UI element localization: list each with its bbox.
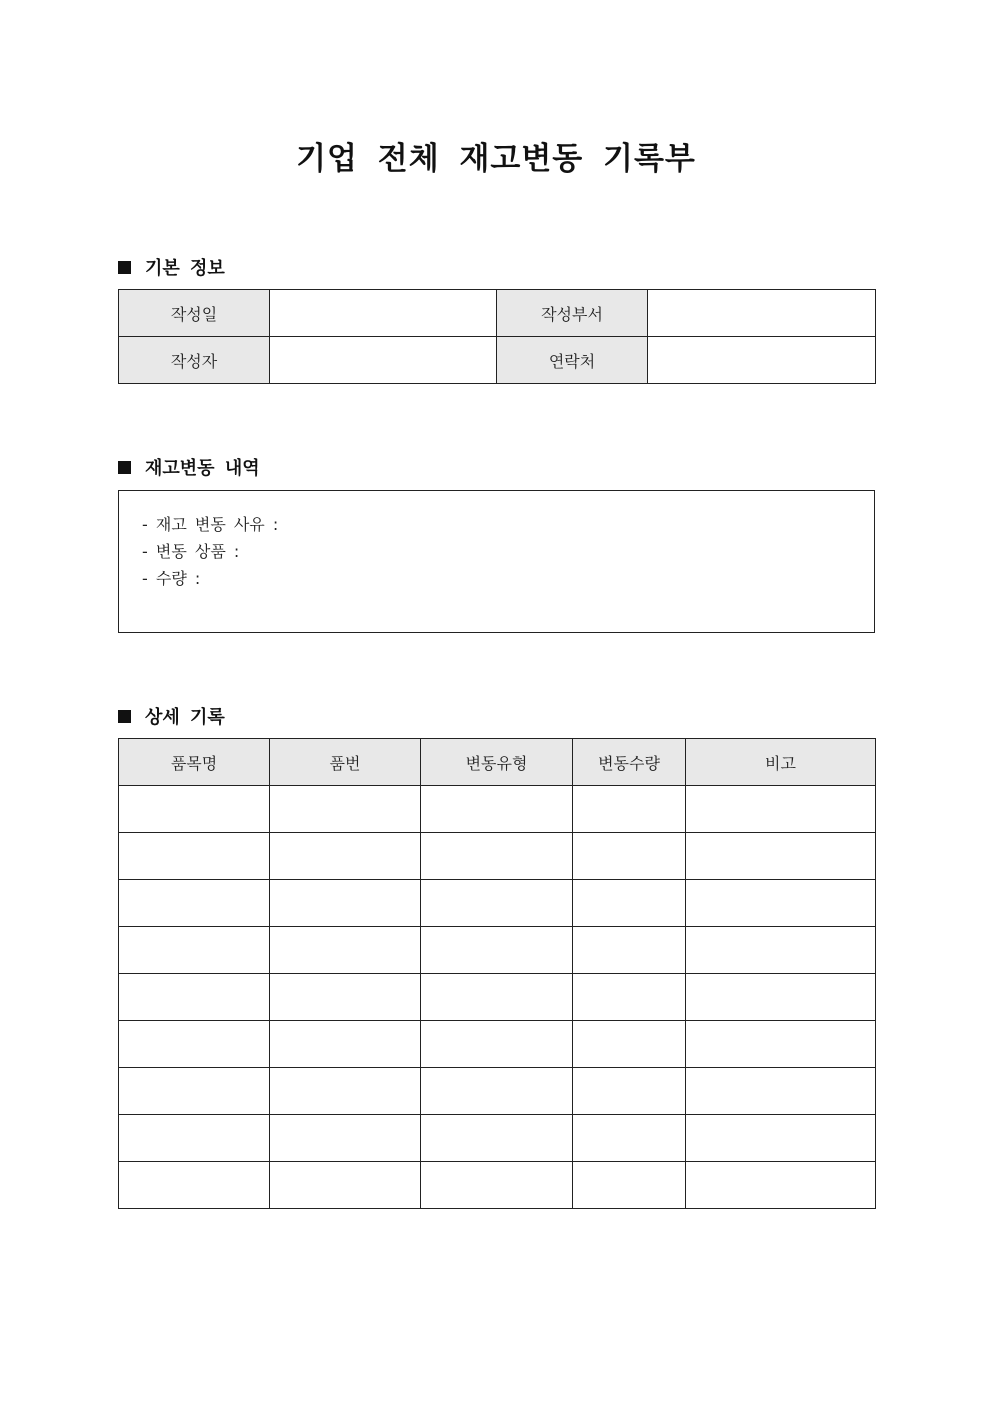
table-row (119, 1115, 876, 1162)
created-date-field[interactable] (270, 290, 497, 337)
remarks-cell[interactable] (686, 974, 876, 1021)
item-number-cell[interactable] (270, 786, 421, 833)
square-bullet-icon (118, 461, 131, 474)
item-name-cell[interactable] (119, 1162, 270, 1209)
column-header-item-number: 품번 (270, 739, 421, 786)
change-details-heading (118, 454, 260, 480)
remarks-cell[interactable] (686, 786, 876, 833)
basic-info-heading-text: 기본 정보 (145, 258, 225, 279)
square-bullet-icon (118, 261, 131, 274)
table-row (119, 1068, 876, 1115)
contact-label: 연락처 (497, 337, 648, 384)
item-name-cell[interactable] (119, 1021, 270, 1068)
change-type-cell[interactable] (421, 1162, 573, 1209)
remarks-cell[interactable] (686, 833, 876, 880)
change-type-cell[interactable] (421, 880, 573, 927)
table-row (119, 786, 876, 833)
table-row (119, 1162, 876, 1209)
item-name-cell[interactable] (119, 880, 270, 927)
document-title: 기업 전체 재고변동 기록부 (296, 141, 696, 177)
item-name-cell[interactable] (119, 833, 270, 880)
change-type-cell[interactable] (421, 786, 573, 833)
item-number-cell[interactable] (270, 833, 421, 880)
change-reason-line: - 재고 변동 사유 : (142, 515, 279, 534)
item-name-cell[interactable] (119, 786, 270, 833)
author-label: 작성자 (119, 337, 270, 384)
change-details-box[interactable] (118, 490, 875, 633)
change-quantity-cell[interactable] (573, 880, 686, 927)
table-row (119, 1021, 876, 1068)
item-name-cell[interactable] (119, 1115, 270, 1162)
quantity-line: - 수량 : (142, 569, 201, 588)
square-bullet-icon (118, 710, 131, 723)
change-type-cell[interactable] (421, 974, 573, 1021)
change-quantity-cell[interactable] (573, 974, 686, 1021)
change-quantity-cell[interactable] (573, 1021, 686, 1068)
item-name-cell[interactable] (119, 927, 270, 974)
change-quantity-cell[interactable] (573, 1162, 686, 1209)
remarks-cell[interactable] (686, 1115, 876, 1162)
table-row (119, 880, 876, 927)
item-number-cell[interactable] (270, 1068, 421, 1115)
item-number-cell[interactable] (270, 1162, 421, 1209)
change-type-cell[interactable] (421, 1115, 573, 1162)
table-row (119, 927, 876, 974)
change-type-cell[interactable] (421, 1068, 573, 1115)
change-type-cell[interactable] (421, 833, 573, 880)
remarks-cell[interactable] (686, 1068, 876, 1115)
change-quantity-cell[interactable] (573, 1115, 686, 1162)
change-type-cell[interactable] (421, 1021, 573, 1068)
detail-record-heading (118, 703, 225, 729)
column-header-change-type: 변동유형 (421, 739, 573, 786)
detail-record-table (118, 738, 876, 1209)
change-quantity-cell[interactable] (573, 833, 686, 880)
item-number-cell[interactable] (270, 880, 421, 927)
table-row (119, 833, 876, 880)
change-details-heading-text: 재고변동 내역 (145, 458, 260, 479)
item-number-cell[interactable] (270, 927, 421, 974)
department-field[interactable] (648, 290, 876, 337)
detail-header-row (119, 739, 876, 786)
column-header-change-quantity: 변동수량 (573, 739, 686, 786)
change-type-cell[interactable] (421, 927, 573, 974)
item-name-cell[interactable] (119, 1068, 270, 1115)
changed-product-line: - 변동 상품 : (142, 542, 240, 561)
department-label: 작성부서 (497, 290, 648, 337)
item-number-cell[interactable] (270, 974, 421, 1021)
item-number-cell[interactable] (270, 1115, 421, 1162)
change-details-list (119, 491, 874, 592)
column-header-item-name: 품목명 (119, 739, 270, 786)
remarks-cell[interactable] (686, 1162, 876, 1209)
author-field[interactable] (270, 337, 497, 384)
change-quantity-cell[interactable] (573, 1068, 686, 1115)
basic-info-table (118, 289, 876, 384)
remarks-cell[interactable] (686, 880, 876, 927)
item-number-cell[interactable] (270, 1021, 421, 1068)
contact-field[interactable] (648, 337, 876, 384)
remarks-cell[interactable] (686, 1021, 876, 1068)
table-row (119, 974, 876, 1021)
detail-record-body (119, 786, 876, 1209)
info-row (119, 290, 876, 337)
change-quantity-cell[interactable] (573, 786, 686, 833)
change-quantity-cell[interactable] (573, 927, 686, 974)
item-name-cell[interactable] (119, 974, 270, 1021)
info-row (119, 337, 876, 384)
detail-record-heading-text: 상세 기록 (145, 707, 225, 728)
basic-info-heading (118, 254, 225, 280)
created-date-label: 작성일 (119, 290, 270, 337)
remarks-cell[interactable] (686, 927, 876, 974)
column-header-remarks: 비고 (686, 739, 876, 786)
